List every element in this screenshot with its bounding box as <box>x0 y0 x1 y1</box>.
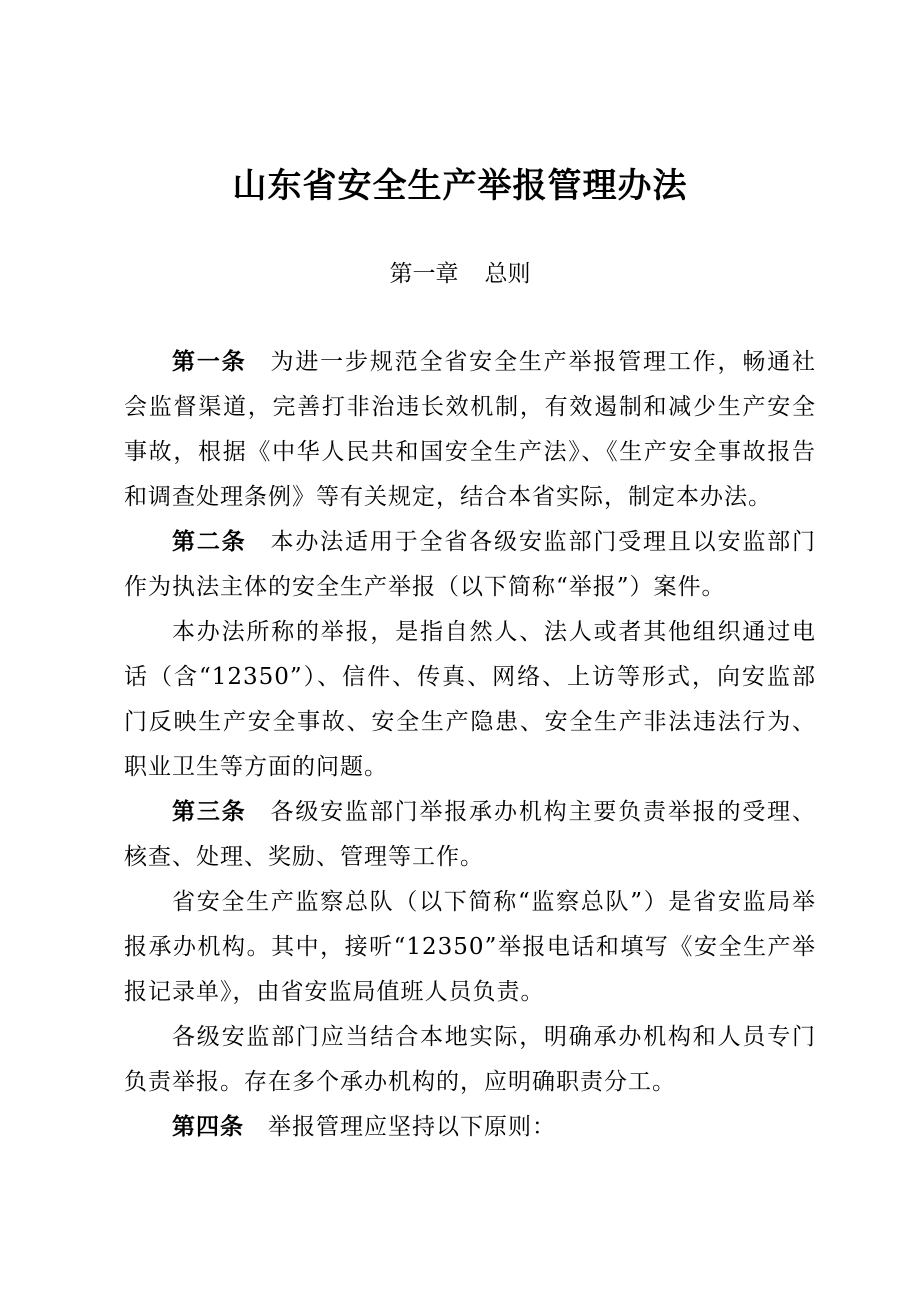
article-label: 第四条 <box>172 1114 244 1140</box>
paragraph-text: 本办法所称的举报，是指自然人、法人或者其他组织通过电话（含“12350”）、信件、传真、网络、上访等形式，向安监部门反映生产安全事故、安全生产隐患、安全生产非法违法行为、职业卫生等方面的问题。 <box>124 619 816 780</box>
article-label: 第二条 <box>172 529 247 555</box>
document-body <box>124 340 816 1150</box>
paragraph <box>124 610 816 790</box>
paragraph-text: 举报管理应坚持以下原则： <box>268 1114 556 1140</box>
paragraph <box>124 1015 816 1105</box>
paragraph-text: 为进一步规范全省安全生产举报管理工作，畅通社会监督渠道，完善打非治违长效机制，有效遏制和减少生产安全事故，根据《中华人民共和国安全生产法》、《生产安全事故报告和调查处理条例》等有关规定，结合本省实际，制定本办法。 <box>124 349 816 510</box>
article-label: 第三条 <box>172 799 247 825</box>
paragraph-text: 省安全生产监察总队（以下简称“监察总队”）是省安监局举报承办机构。其中，接听“12350”举报电话和填写《安全生产举报记录单》，由省安监局值班人员负责。 <box>124 889 816 1005</box>
paragraph-article-4 <box>124 1105 816 1150</box>
chapter-name: 总则 <box>484 261 531 287</box>
chapter-number: 第一章 <box>389 261 459 287</box>
paragraph-article-2 <box>124 520 816 610</box>
document-title: 山东省安全生产举报管理办法 <box>232 166 688 206</box>
article-label: 第一条 <box>172 349 247 375</box>
paragraph-text: 本办法适用于全省各级安监部门受理且以安监部门作为执法主体的安全生产举报（以下简称“举报”）案件。 <box>124 529 816 600</box>
paragraph-article-1 <box>124 340 816 520</box>
paragraph-article-3 <box>124 790 816 880</box>
paragraph-text: 各级安监部门举报承办机构主要负责举报的受理、核查、处理、奖励、管理等工作。 <box>124 799 816 870</box>
paragraph-text: 各级安监部门应当结合本地实际，明确承办机构和人员专门负责举报。存在多个承办机构的，应明确职责分工。 <box>124 1024 816 1095</box>
chapter-heading <box>0 254 920 294</box>
paragraph <box>124 880 816 1015</box>
